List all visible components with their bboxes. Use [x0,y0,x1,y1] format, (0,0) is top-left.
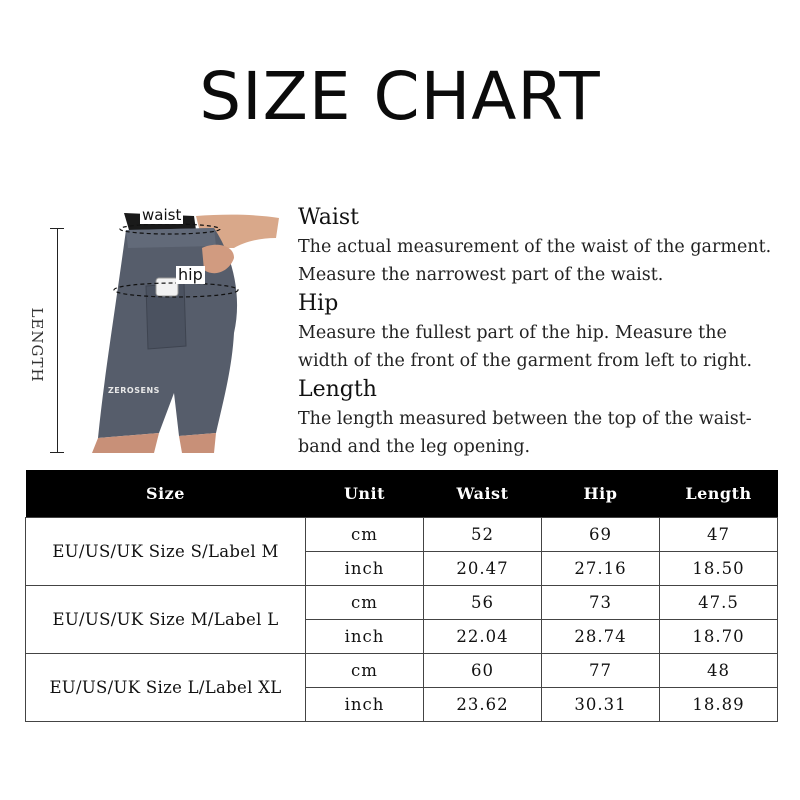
definition-length [298,375,778,461]
definition-line: The length measured between the top of the waist- [298,409,752,429]
definition-line: band and the leg opening. [298,437,531,457]
unit-cell: cm [306,518,424,552]
size-cell: EU/US/UK Size M/Label L [26,586,306,654]
waist-label: waist [142,206,182,224]
hip-cell: 28.74 [542,620,660,654]
definition-waist [298,203,778,289]
waist-cell: 60 [424,654,542,688]
header-size: Size [26,470,306,518]
definition-heading: Hip [298,291,339,316]
page-title: SIZE CHART [199,58,601,135]
table-row [26,586,778,620]
waist-cell: 22.04 [424,620,542,654]
header-length: Length [660,470,778,518]
definition-hip [298,289,778,375]
definition-line: Measure the fullest part of the hip. Measure the [298,323,727,343]
length-cell: 18.89 [660,688,778,722]
length-cell: 18.50 [660,552,778,586]
length-label: LENGTH [28,307,46,383]
measurement-definitions [298,203,778,461]
definition-line: The actual measurement of the waist of the garment. [298,237,772,257]
brand-text: ZEROSENS [108,386,160,395]
table-row [26,654,778,688]
definition-line: width of the front of the garment from left to right. [298,351,753,371]
header-hip: Hip [542,470,660,518]
unit-cell: cm [306,586,424,620]
unit-cell: inch [306,552,424,586]
model-shorts-illustration [84,208,284,453]
definition-heading: Waist [298,205,359,230]
waist-cell: 52 [424,518,542,552]
size-cell: EU/US/UK Size S/Label M [26,518,306,586]
waist-cell: 56 [424,586,542,620]
definition-line: Measure the narrowest part of the waist. [298,265,664,285]
size-cell: EU/US/UK Size L/Label XL [26,654,306,722]
table-header-row [26,470,778,518]
waist-cell: 20.47 [424,552,542,586]
length-cell: 48 [660,654,778,688]
length-cell: 18.70 [660,620,778,654]
hip-label: hip [178,265,203,284]
header-unit: Unit [306,470,424,518]
length-cell: 47 [660,518,778,552]
table-row [26,518,778,552]
size-table [25,470,778,722]
hip-cell: 30.31 [542,688,660,722]
waist-cell: 23.62 [424,688,542,722]
hip-cell: 73 [542,586,660,620]
unit-cell: inch [306,620,424,654]
length-cell: 47.5 [660,586,778,620]
header-waist: Waist [424,470,542,518]
unit-cell: cm [306,654,424,688]
unit-cell: inch [306,688,424,722]
hip-cell: 27.16 [542,552,660,586]
hip-cell: 77 [542,654,660,688]
definition-heading: Length [298,377,377,402]
hip-cell: 69 [542,518,660,552]
length-dimension-line [50,228,64,452]
